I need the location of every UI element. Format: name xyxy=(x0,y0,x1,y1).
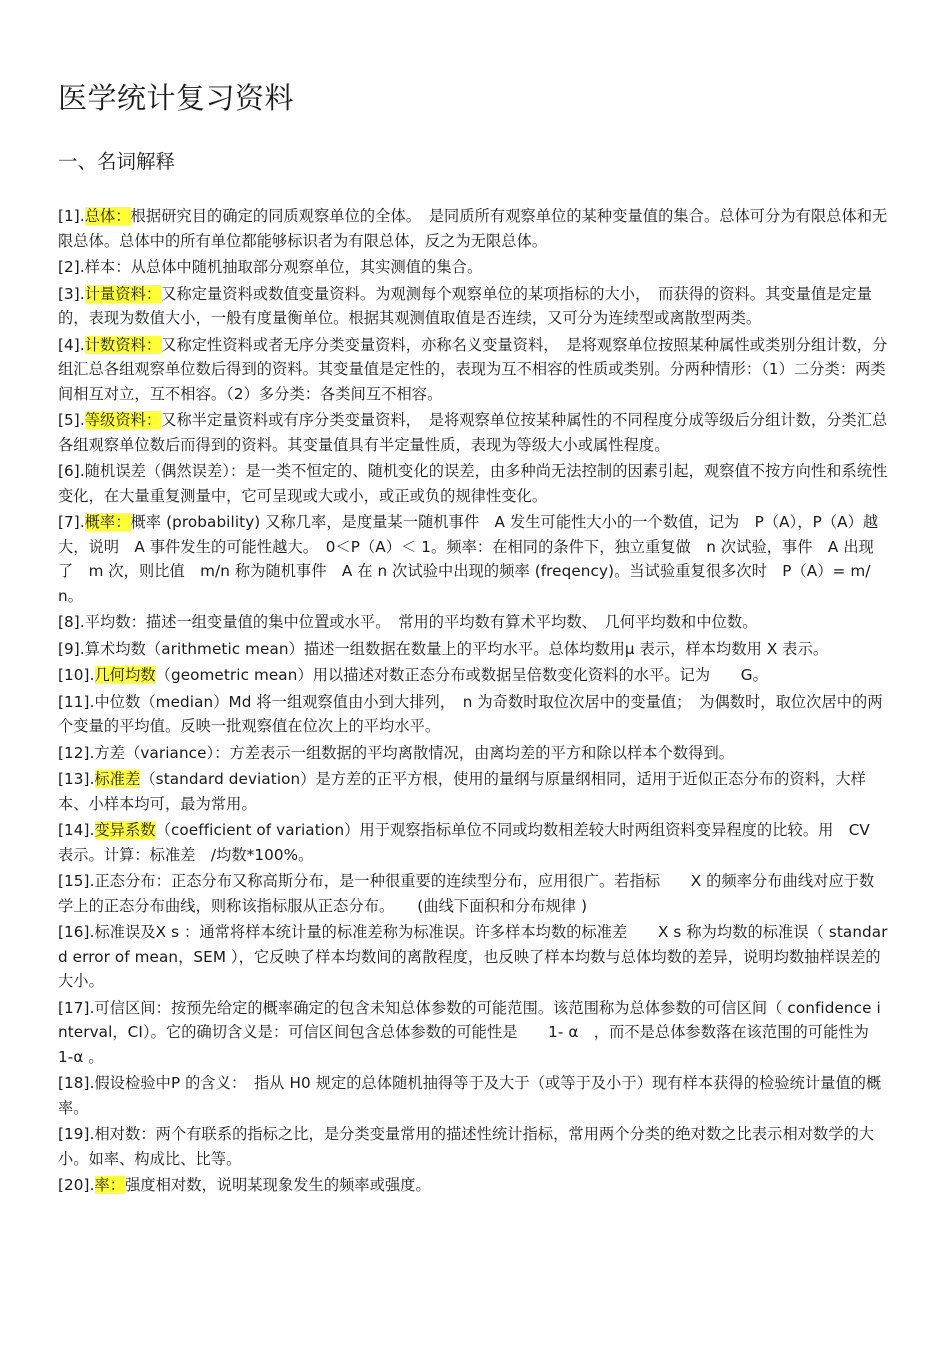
entry-term: 可信区间： xyxy=(94,998,171,1017)
glossary-entry xyxy=(58,663,888,688)
glossary-entry xyxy=(58,1173,888,1198)
entry-number: [16]. xyxy=(58,923,95,941)
entry-term: 率： xyxy=(94,1176,126,1194)
entry-number: [10]. xyxy=(58,666,95,684)
glossary-list xyxy=(58,204,888,1200)
entry-number: [1]. xyxy=(58,207,85,225)
glossary-entry xyxy=(58,204,888,253)
entry-text: 强度相对数，说明某现象发生的频率或强度。 xyxy=(125,1176,431,1194)
glossary-entry xyxy=(58,869,888,918)
entry-text: （standard deviation）是方差的正平方根，使用的量纲与原量纲相同，适用于近似正态分布的资料，大样本、小样本均可，最为常用。 xyxy=(58,770,866,813)
entry-text: （geometric mean）用以描述对数正态分布或数据呈倍数变化资料的水平。记为 G。 xyxy=(155,666,768,684)
entry-term: 样本： xyxy=(84,258,131,276)
entry-text: （coefficient of variation）用于观察指标单位不同或均数相差较大时两组资料变异程度的比较。用 CV 表示。计算：标准差 /均数*100%。 xyxy=(58,821,886,864)
entry-term: 中位数 xyxy=(94,692,141,711)
entry-term: 概率： xyxy=(84,513,131,531)
entry-text: 根据研究目的确定的同质观察单位的全体。 是同质所有观察单位的某种变量值的集合。总体可分为有限总体和无限总体。总体中的所有单位都能够标识者为有限总体，反之为无限总体。 xyxy=(58,207,888,250)
entry-number: [12]. xyxy=(58,743,95,762)
glossary-entry xyxy=(58,333,888,407)
entry-term: 算术均数 xyxy=(84,639,146,658)
entry-text: 概率 (probability) 又称几率，是度量某一随机事件 A 发生可能性大小的一个数值，记为 P（A），P（A）越大，说明 A 事件发生的可能性越大。 0＜P（A）＜ 1。频率：在相同的条件下，独立重复做 n 次试验，事件 A 出现了 m 次，则比值 m/n 称为随机事件 A 在 n 次试验中出现的频率 (freqency)。当试验重复很多次时 P（A）= m/n。 xyxy=(58,513,879,605)
entry-term: 相对数： xyxy=(94,1125,156,1143)
entry-term: 几何均数 xyxy=(94,666,156,684)
entry-text: 是一类不恒定的、随机变化的误差，由多种尚无法控制的因素引起，观察值不按方向性和系统性变化，在大量重复测量中，它可呈现或大或小，或正或负的规律性变化。 xyxy=(58,462,888,505)
entry-number: [18]. xyxy=(58,1074,95,1092)
entry-text: X s ：通常将样本统计量的标准差称为标准误。许多样本均数的标准差 X s 称为均数的标准误（ standard error of mean，SEM ），它反映了样本均数间的离散程度，也反映了样本均数与总体均数的差异，说明均数抽样误差的大小。 xyxy=(58,923,888,990)
glossary-entry xyxy=(58,1122,888,1171)
glossary-entry xyxy=(58,637,888,662)
entry-number: [11]. xyxy=(58,692,95,711)
entry-term: 随机误差（偶然误差）： xyxy=(84,462,246,480)
entry-text: 又称半定量资料或有序分类变量资料， 是将观察单位按某种属性的不同程度分成等级后分组计数，分类汇总各组观察单位数后而得到的资料。其变量值具有半定量性质，表现为等级大小或属性程度。 xyxy=(58,411,888,454)
entry-term: 标准差 xyxy=(94,770,141,788)
document-title: 医学统计复习资料 xyxy=(58,81,295,115)
entry-number: [5]. xyxy=(58,411,85,429)
entry-term: 正态分布： xyxy=(94,872,171,890)
entry-term: 计数资料： xyxy=(84,335,162,354)
glossary-entry xyxy=(58,610,888,635)
entry-term: 假设检验中 xyxy=(94,1074,171,1092)
glossary-entry xyxy=(58,996,888,1070)
glossary-entry xyxy=(58,767,888,816)
glossary-entry xyxy=(58,690,888,739)
entry-number: [17]. xyxy=(58,998,95,1017)
glossary-entry xyxy=(58,1071,888,1120)
glossary-entry xyxy=(58,510,888,608)
entry-term: 标准误及 xyxy=(94,923,156,941)
glossary-entry xyxy=(58,408,888,457)
glossary-entry xyxy=(58,255,888,280)
entry-term: 等级资料： xyxy=(84,411,162,429)
entry-number: [15]. xyxy=(58,872,95,890)
glossary-entry xyxy=(58,920,888,994)
entry-number: [13]. xyxy=(58,770,95,788)
section-heading: 一、名词解释 xyxy=(58,150,176,173)
entry-term: 变异系数 xyxy=(94,821,156,839)
glossary-entry xyxy=(58,741,888,766)
entry-number: [2]. xyxy=(58,258,85,276)
entry-text: 又称定量资料或数值变量资料。为观测每个观察单位的某项指标的大小， 而获得的资料。其变量值是定量的，表现为数值大小，一般有度量衡单位。根据其观测值取值是否连续，又可分为连续型或离散型两类。 xyxy=(58,284,873,327)
entry-number: [9]. xyxy=(58,639,85,658)
entry-text: 按预先给定的概率确定的包含未知总体参数的可能范围。该范围称为总体参数的可信区间（ confidence interval，CI）。它的确切含义是：可信区间包含总体参数的可能性是 1- α ，而不是总体参数落在该范围的可能性为 1-α 。 xyxy=(58,998,885,1066)
entry-term: 总体： xyxy=(84,207,131,225)
entry-number: [19]. xyxy=(58,1125,95,1143)
entry-text: 正态分布又称高斯分布，是一种很重要的连续型分布，应用很广。若指标 X 的频率分布曲线对应于数学上的正态分布曲线，则称该指标服从正态分布。 (曲线下面积和分布规律 ) xyxy=(58,872,875,915)
glossary-entry xyxy=(58,818,888,867)
entry-term: 计量资料： xyxy=(84,284,162,303)
entry-text: 从总体中随机抽取部分观察单位，其实测值的集合。 xyxy=(130,258,483,276)
entry-text: （median）Md 将一组观察值由小到大排列， n 为奇数时取位次居中的变量值； 为偶数时，取位次居中的两个变量的平均值。反映一批观察值在位次上的平均水平。 xyxy=(58,692,883,735)
entry-text: 两个有联系的指标之比，是分类变量常用的描述性统计指标，常用两个分类的绝对数之比表示相对数学的大小。如率、构成比、比等。 xyxy=(58,1125,875,1168)
glossary-entry xyxy=(58,459,888,508)
entry-term: 方差 xyxy=(94,743,126,762)
entry-number: [3]. xyxy=(58,284,85,303)
entry-text: 描述一组变量值的集中位置或水平。 常用的平均数有算术平均数、 几何平均数和中位数。 xyxy=(145,613,758,631)
entry-number: [7]. xyxy=(58,513,85,531)
entry-text: （variance）：方差表示一组数据的平均离散情况，由离均差的平方和除以样本个数得到。 xyxy=(125,743,735,762)
glossary-entry xyxy=(58,282,888,331)
entry-text: P 的含义： 指从 H0 规定的总体随机抽得等于及大于（或等于及小于）现有样本获得的检验统计量值的概率。 xyxy=(58,1074,882,1117)
entry-term: 平均数： xyxy=(84,613,146,631)
entry-number: [14]. xyxy=(58,821,95,839)
entry-number: [4]. xyxy=(58,335,85,354)
entry-text: （arithmetic mean）描述一组数据在数量上的平均水平。总体均数用μ 表示，样本均数用 X 表示。 xyxy=(145,639,829,658)
entry-number: [20]. xyxy=(58,1176,95,1194)
entry-number: [6]. xyxy=(58,462,85,480)
entry-text: 又称定性资料或者无序分类变量资料，亦称名义变量资料， 是将观察单位按照某种属性或类别分组计数，分组汇总各组观察单位数后得到的资料。其变量值是定性的，表现为互不相容的性质或类别。分两种情形：（1）二分类：两类间相互对立，互不相容。（2）多分类：各类间互不相容。 xyxy=(58,335,888,403)
entry-number: [8]. xyxy=(58,613,85,631)
